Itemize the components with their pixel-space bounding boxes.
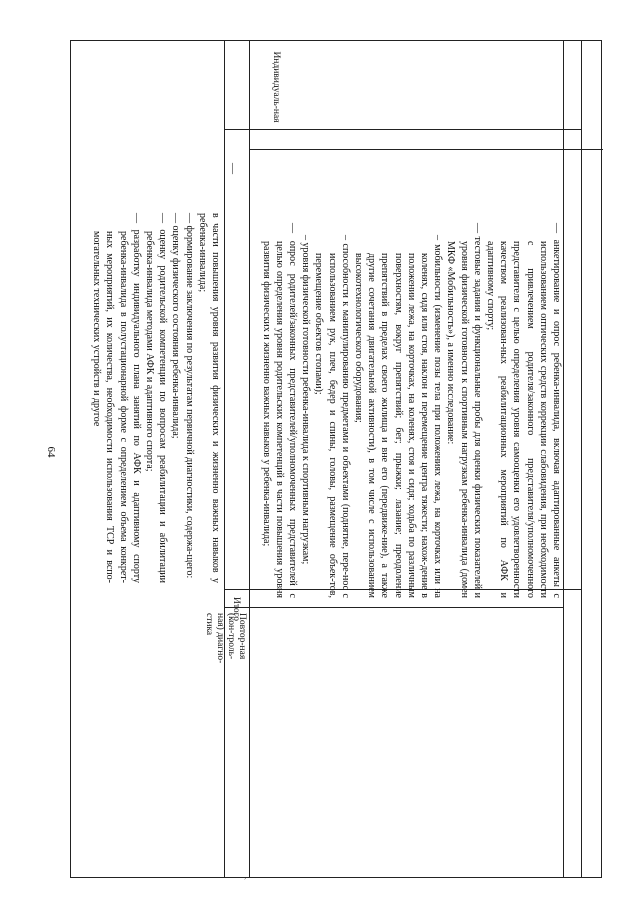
column-divider [224, 41, 225, 877]
row-divider [249, 149, 603, 150]
content-block-1 [90, 213, 222, 583]
page-number: 64 [45, 446, 57, 458]
type-label: Индивидуаль-ная [271, 51, 281, 123]
column-divider [563, 41, 564, 877]
sub-bullet-item: – способности к манипулированию предметами и объектами (поднятие, пере-нос с использованием рук, плеч, бедер и спины, головы, размещение объек-тов, перемещение объектов стопами); [313, 235, 351, 598]
document-table [70, 40, 602, 878]
dash-cell: — [227, 163, 239, 174]
column-divider [581, 41, 582, 877]
sub-bullet-item: – уровня физической готовности ребенка-инвалида к спортивным нагрузкам; [300, 235, 312, 565]
bullet-item: — оценку физического состояния ребенка-инвалида; [170, 213, 182, 439]
bullet-item: — опрос родителей/законных представителей/уполномоченных представителей с целью определения уровня родительских компетенций в части повышения уровня развития физических и жизненно важных навыков у ребенка-инвалида; [260, 223, 298, 598]
column-divider [249, 41, 250, 877]
bullet-item: — формирование заключения по результатам первичной диагностики, содержа-щего: [183, 213, 195, 579]
bullet-item: — тестовые задания и функциональные пробы для оценки физических показателей и уровня физической готовности к спортивным нагрузкам ребенка-инвалида (домен МКФ «Мобильность»), а именно исследование: [445, 223, 483, 598]
bullet-item: — разработку индивидуального плана занятий по АФК и адаптивному спорту ребенка-инвалида в полустационарной форме с определением объема конкрет-ных мероприятий, их количества, необходимости использования ТСР и вспо-могательных технических устройств и другое [91, 213, 142, 583]
total-label: Итого [231, 597, 241, 622]
bullet-item: — оценку родительской компетенции по вопросам реабилитации и абилитации ребенка-инвалида методами АФК и адаптивного спорта; [143, 213, 169, 583]
scan-mark: , [244, 870, 247, 880]
sub-bullet-item: – мобильности (изменение позы тела при положениях лежа, на корточках или на коленях, сидя или стоя, наклон и перемещение центра тяжести; нахож-дение в положении лежа, на корточках, на коленях, стоя и сидя; ходьба по различным поверхностям, вокруг препятствий; бег; прыжки; лазание; преодоление препятствий в пределах своего жилища и вне его (передвиже-ние), а также другие сочетания двигательной активности), в том числе с использованием высокотехнологического оборудования; [352, 235, 444, 598]
repeat-diagnostics-label: Повтор-ная (кон-троль-ная) диагно-стика [204, 613, 247, 664]
text-line: в части повышения уровня развития физических и жизненно важных навыков у ребенка-инвалида; [196, 213, 221, 583]
row-divider [224, 607, 563, 608]
row-divider [224, 129, 581, 130]
content-block-2 [259, 223, 563, 598]
bullet-item: — анкетирование и опрос ребенка-инвалида, включая адаптированные анкеты с использованием оптических средств коррекции слабовидения, при необходимости с привлечением родителя/законного представителя/уполномоченного представителя с целью определения уровня самооценки его удовлетворенности качеством реализован-ных реабилитационных мероприятий по АФК и адаптивному спорту; [484, 223, 562, 598]
